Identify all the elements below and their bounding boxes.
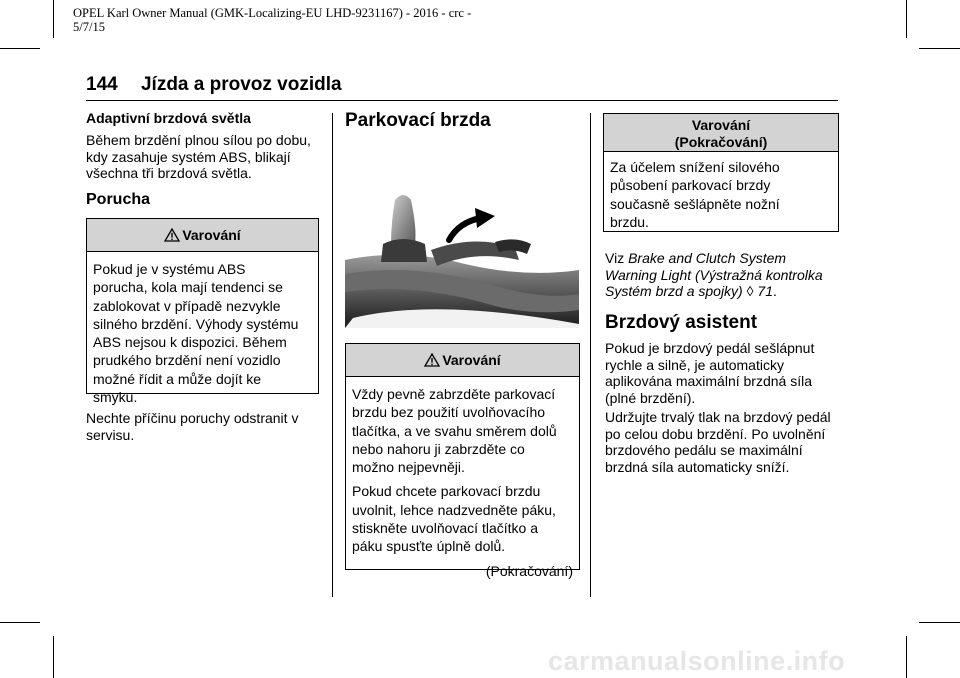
text-line <box>605 283 845 300</box>
warning-header <box>604 114 838 152</box>
text-line: páku spusťte úplně dolů. <box>352 538 506 555</box>
continued-label: (Pokračování) <box>485 562 573 579</box>
text-line: Pokud chcete parkovací brzdu <box>352 483 541 500</box>
page-reference-icon: ◊ <box>746 283 754 299</box>
warning-continued-title: (Pokračování) <box>674 134 768 150</box>
warning-title: Varování <box>442 352 501 368</box>
text-line: Vždy pevně zabrzděte parkovací <box>352 386 556 402</box>
warning-header <box>346 344 579 377</box>
warning-title: Varování <box>691 117 751 133</box>
ref-title-line[interactable]: Systém brzd a spojky) <box>605 283 743 299</box>
ref-title-line[interactable]: Warning Light (Výstražná kontrolka <box>605 266 823 283</box>
brake-assist-paragraph-2 <box>605 409 850 475</box>
text-line: možné řídit a může dojít ke <box>93 370 262 387</box>
warning-title: Varování <box>182 227 241 243</box>
meta-line-2: 5/7/15 <box>73 20 105 34</box>
heading-brake-assist: Brzdový asistent <box>605 312 758 333</box>
warning-triangle-icon <box>424 346 440 378</box>
text-line: uvolnit, lehce nadzvedněte páku, <box>352 501 556 518</box>
crop-mark <box>53 636 54 678</box>
watermark: carmanualsonline.info <box>548 646 846 676</box>
ref-suffix: . <box>773 283 777 299</box>
text-line: porucha, kola mají tendenci se <box>93 279 283 296</box>
brake-assist-paragraph-1 <box>605 340 850 406</box>
parking-brake-illustration <box>345 178 579 328</box>
text-line: nebo nahoru ji zabrzděte co <box>352 440 525 457</box>
text-line: zablokovat v případě nezvykle <box>93 297 281 314</box>
crop-mark <box>0 48 40 49</box>
text-line: Za účelem snížení silového <box>610 159 780 175</box>
text-line: ABS nejsou k dispozici. Během <box>93 334 287 351</box>
header-rule <box>86 100 838 101</box>
text-line: prudkého brzdění není vozidlo <box>93 352 281 369</box>
text-line: silného brzdění. Výhody systému <box>93 315 299 332</box>
text-line: brzdového pedálu se maximální <box>605 442 803 458</box>
crop-mark <box>906 636 907 678</box>
text-line: Nechte příčinu poruchy odstranit v <box>86 410 299 426</box>
warning-paragraph <box>352 482 573 555</box>
fault-service-paragraph <box>86 410 326 443</box>
ref-title-line[interactable]: Brake and Clutch System <box>628 250 787 266</box>
document-meta <box>73 6 513 34</box>
page-header <box>86 74 342 96</box>
warning-paragraph <box>352 385 573 476</box>
text-line: tlačítka, a ve svahu směrem dolů <box>352 422 557 439</box>
text-line: brzdu. <box>610 213 649 230</box>
cross-reference <box>605 250 845 300</box>
warning-box-continued <box>603 113 839 232</box>
page-number: 144 <box>86 74 118 95</box>
text-line: rychle a silně, je automaticky <box>605 356 784 373</box>
text-line: kdy zasahuje systém ABS, blikají <box>86 148 291 165</box>
chapter-title: Jízda a provoz vozidla <box>140 74 342 95</box>
column-divider <box>590 113 591 597</box>
text-line: Během brzdění plnou sílou po dobu, <box>86 132 311 148</box>
warning-content <box>346 377 579 580</box>
text-line: Udržujte trvalý tlak na brzdový pedál <box>605 409 831 425</box>
crop-mark <box>53 0 54 38</box>
text-line: Pokud je brzdový pedál sešlápnut <box>605 340 815 356</box>
warning-content <box>87 252 318 406</box>
text-line <box>605 250 845 267</box>
warning-box-abs <box>86 218 319 406</box>
text-line: (plné brzdění). <box>605 389 696 406</box>
warning-header <box>87 219 318 252</box>
text-line: všechna tři brzdová světla. <box>86 165 252 181</box>
warning-content <box>604 152 838 231</box>
heading-adaptive-brake-lights: Adaptivní brzdová světla <box>86 110 251 126</box>
text-line: stiskněte uvolňovací tlačítko a <box>352 520 538 537</box>
text-line: brzdná síla automaticky sníží. <box>605 458 790 475</box>
column-divider <box>332 113 333 597</box>
text-line: smyku. <box>93 389 138 406</box>
heading-parking-brake: Parkovací brzda <box>345 110 491 131</box>
text-line: možno nejpevněji. <box>352 459 465 476</box>
text-line: působení parkovací brzdy <box>610 177 771 194</box>
ref-prefix: Viz <box>605 250 629 266</box>
text-line: Pokud je v systému ABS <box>93 261 246 277</box>
warning-box-parking-brake <box>345 343 580 579</box>
ref-page-number[interactable]: 71 <box>757 283 773 299</box>
text-line: po celou dobu brzdění. Po uvolnění <box>605 425 826 442</box>
text-line: aplikována maximální brzdná síla <box>605 373 812 389</box>
text-line: servisu. <box>86 426 135 443</box>
adaptive-paragraph <box>86 132 326 182</box>
heading-fault: Porucha <box>86 191 151 208</box>
meta-line-1: OPEL Karl Owner Manual (GMK-Localizing-EU LHD-9231167) - 2016 - crc - <box>73 6 472 20</box>
text-line: současně sešlápněte nožní <box>610 195 780 212</box>
text-line: brzdu bez použití uvolňovacího <box>352 404 546 421</box>
crop-mark <box>919 622 960 623</box>
crop-mark <box>906 0 907 38</box>
warning-triangle-icon <box>164 221 180 253</box>
crop-mark <box>0 622 40 623</box>
crop-mark <box>919 48 960 49</box>
